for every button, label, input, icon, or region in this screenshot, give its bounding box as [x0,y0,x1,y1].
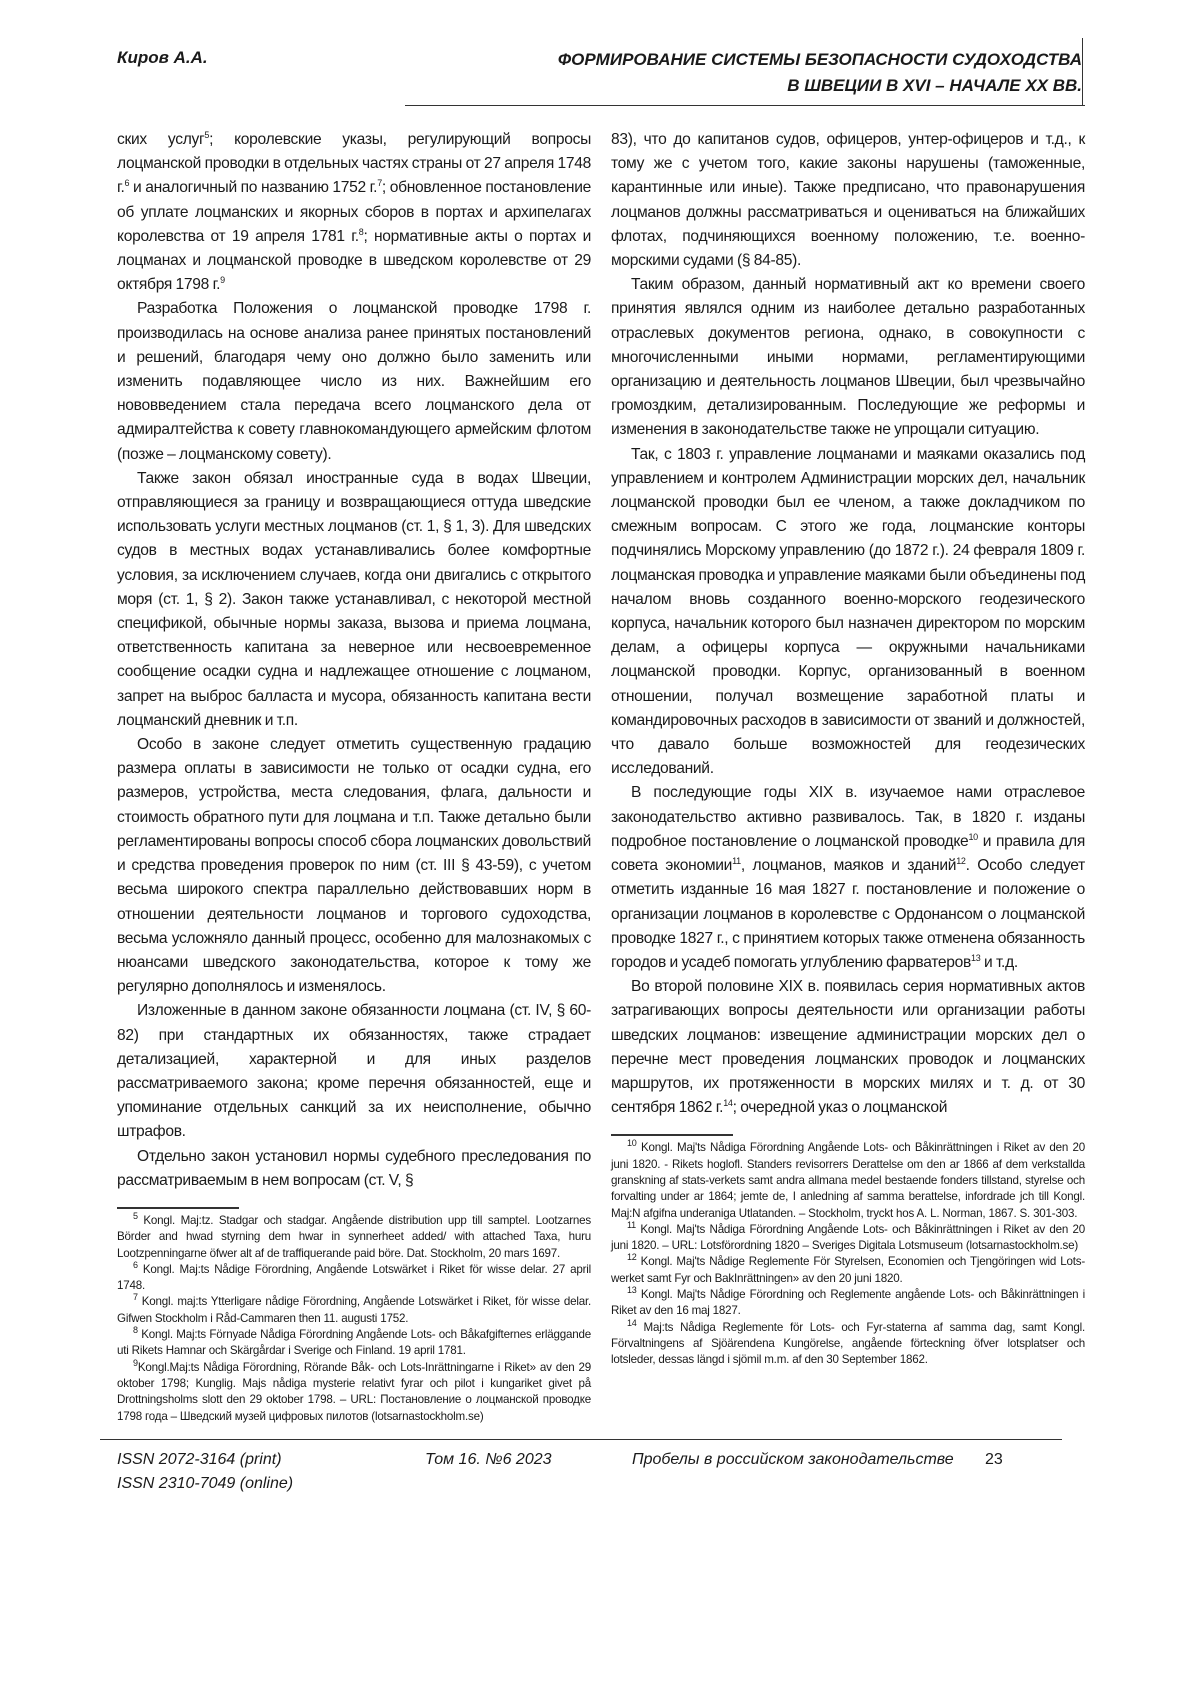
text-run: Также закон обязал иностранные суда в водах Швеции, отправляющиеся за границу и возвращающиеся оттуда шведские использовать услуги местных лоцманов (ст. 1, § 1, 3). Для шведских судов в местных водах устанавливались более комфортные условия, за исключением случаев, когда они двигались с открытого моря (ст. 1, § 2). Закон также устанавливал, с некоторой местной спецификой, обычные нормы заказа, вызова и приема лоцмана, ответственность капитана за неверное или несвоевременное сообщение осадки судна и надлежащее отношение с лоцманом, запрет на выброс балласта и мусора, обязанность капитана вести лоцманский дневник и т.п. [117,469,591,729]
issn-online: ISSN 2310-7049 (online) [117,1474,294,1492]
header-rule [405,105,1085,106]
paragraph [611,128,1085,273]
footnote [611,1254,1085,1287]
footnote-ref: 11 [732,855,741,866]
text-run: Изложенные в данном законе обязанности лоцмана (ст. IV, § 60-82) при стандартных их обязанностях, также страдает детализацией, характерной и для иных разделов рассматриваемого закона; кроме перечня обязанностей, еще и упоминание отдельных санкций за их неисполнение, обычно штрафов. [117,1002,591,1141]
two-column-layout [117,128,1085,1425]
text-run: Разработка Положения о лоцманской проводке 1798 г. производилась на основе анализа ранее принятых постановлений и решений, благодаря чему оно должно было заменить или изменить подавляющее число из них. Важнейшим его нововведением стала передача всего лоцманского дела от адмиралтейства к совету главнокомандующего армейским флотом (позже – лоцманскому совету). [117,300,591,463]
text-run: Отдельно закон установил нормы судебного преследования по рассматриваемым в нем вопросам (ст. V, § [117,1147,591,1189]
text-run: , лоцманов, маяков и зданий [740,857,957,875]
footnotes-right [611,1140,1085,1368]
footnote-ref: 5 [133,1211,138,1222]
paragraph [117,297,591,466]
page-footer [100,1439,1062,1496]
text-run: ; обновленное постановление об уплате лоцманских и якорных сборов в портах и архипелагах королевства от 19 апреля 1781 г. [117,179,591,245]
text-run: Kongl. Maj'ts Nådige Reglemente För Styrelsen, Economien och Tjengöringen wid Lots-werket samt Fyr och BakInrättningen» av den 20 juni 1820. [611,1255,1085,1285]
footnote-ref: 14 [723,1097,733,1108]
footnote-ref: 13 [971,952,981,963]
page-number: 23 [985,1450,1003,1468]
footnote-separator [611,1134,733,1136]
text-run: ; королевские указы, регулирующий вопросы лоцманской проводки в отдельных частях страны от 27 апреля 1748 г. [117,131,591,197]
text-run: Kongl. Maj:ts Förnyade Nådiga Förordning Angående Lots- och Båkafgifternes erläggande uti Rikets Hamnar och Skärgårdar i Sverige och Finland. 19 april 1781. [117,1328,591,1358]
text-run: Maj:ts Nådiga Reglemente för Lots- och Fyr-staterna af samma dag, samt Kongl. Förvaltningens af Sjöärendena Kungörelse, angående förteckning öfver lotsplatser och lotsleder, dessas längd i sjömil m.m. af den 30 September 1862. [611,1320,1085,1367]
running-title-line: В ШВЕЦИИ В XVI – НАЧАЛЕ XX ВВ. [787,76,1082,95]
text-run: Особо в законе следует отметить существенную градацию размера оплаты в зависимости не только от осадки судна, его размеров, устройства, места следования, флага, дальности и стоимость обратного пути для лоцмана и т.п. Также детально были регламентированы вопросы способ сбора лоцманских довольствий и средства проведения проверок по ним (ст. III § 43-59), с учетом весьма широкого спектра параллельно действовавших норм в отношении деятельности лоцманов и торгового судоходства, весьма усложняло данный процесс, особенно для малознакомых с нюансами шведского законодательства, которое к тому же регулярно дополнялось и изменялось. [117,736,591,996]
left-column-wrap [117,128,591,1425]
footnote-ref: 9 [133,1357,138,1368]
text-run: и аналогичный по названию 1752 г. [129,179,378,197]
footnote-ref: 7 [133,1292,138,1303]
footnote [117,1357,591,1425]
footnote [611,1317,1085,1369]
paragraph [117,999,591,1144]
text-run: Kongl. Maj:tz. Stadgar och stadgar. Angående distribution upp till samptel. Lootzarnes Börder and hwad styrning dem hwar in synnerheet added/ with attached Taxa, huru Lootzpenningarne öfwer alt af de traffiquerande paid böre. Dat. Stockholm, 20 mars 1697. [117,1213,591,1260]
text-run: Kongl.Maj:ts Nådiga Förordning, Rörande Båk- och Lots-Inrättningarne i Riket» av den 29 oktober 1798; Kunglig. Majs nådiga mysterie relativt fyrar och pilot i kungariket givet på Drottningsholms slott den 29 oktober 1798. – URL: Постановление о лоцманской проводке 1798 года – Шведский музей цифровых пилотов (lotsarnastockholm.se) [117,1360,591,1423]
text-run: . Особо следует отметить изданные 16 мая 1827 г. постановление и положение о организации лоцманов в королевстве с Ордонансом о лоцманской проводке 1827 г., с принятием которых также отменена обязанность городов и усадеб помогать углублению фарватеров [611,857,1085,971]
journal-name: Пробелы в российском законодательстве [632,1450,954,1468]
text-run: Kongl. Maj:ts Nådige Förordning, Angående Lotswärket i Riket för wisse delar. 27 april 1748. [117,1262,591,1293]
text-run: 83), что до капитанов судов, офицеров, унтер-офицеров и т.д., к тому же с учетом того, какие законы нарушены (таможенные, карантинные или иные). Также предписано, что правонарушения лоцманов должны рассматриваться и оцениваться на ближайших флотах, подчиняющихся военному положению, т.е. военно-морскими судами (§ 84-85). [611,131,1085,270]
paragraph [611,975,1085,1120]
running-title-line: ФОРМИРОВАНИЕ СИСТЕМЫ БЕЗОПАСНОСТИ СУДОХОДСТВА [557,50,1082,69]
paragraph [611,781,1085,975]
footnote [117,1294,591,1327]
footnote [611,1219,1085,1255]
footnote-ref: 14 [627,1317,637,1328]
text-run: ских услуг [117,131,205,148]
footnote-ref: 9 [220,275,225,286]
text-run: Kongl. Maj'ts Nådiga Förordning Angående Lots- och Båkinrättningen i Riket av den 20 juni 1820. – URL: Lotsförordning 1820 – Sveriges Digitala Lotsmuseum (lotsarnastockholm.se) [611,1222,1085,1253]
footnote-ref: 6 [133,1259,138,1270]
left-column [117,128,591,1193]
paragraph [117,467,591,733]
text-run: В последующие годы XIX в. изучаемое нами отраслевое законодательство активно развивалось. Так, в 1820 г. изданы подробное постановление о лоцманской проводке [611,784,1085,850]
paragraph [117,733,591,999]
right-column-wrap [611,128,1085,1368]
header-vertical-rule [1082,38,1083,106]
text-run: и т.д. [980,953,1018,971]
right-column [611,128,1085,1120]
footnote-ref: 8 [133,1325,138,1336]
volume-issue: Том 16. №6 2023 [425,1450,552,1468]
footnote-ref: 12 [627,1252,637,1263]
paragraph [117,1145,591,1193]
issn-print: ISSN 2072-3164 (print) [117,1450,282,1468]
text-run: Так, с 1803 г. управление лоцманами и маяками оказались под управлением и контролем Администрации морских дел, начальник лоцманской проводки был ее членом, а также докладчиком по смежным вопросам. С этого же года, лоцманские конторы подчинялись Морскому управлению (до 1872 г.). 24 февраля 1809 г. лоцманская проводка и управление маяками были объединены под началом вновь созданного военно-морского геодезического корпуса, начальник которого был назначен директором по морским делам, а офицеры корпуса — окружными начальниками лоцманской проводки. Корпус, организованный в военном отношении, получал возмещение заработной платы и командировочных расходов в зависимости от званий и должностей, что давало больше возможностей для геодезических исследований. [611,445,1085,778]
footnote-separator [117,1207,239,1209]
footnote-ref: 6 [124,178,130,189]
footnote-ref: 10 [968,831,978,842]
paragraph [117,128,591,297]
footnote-ref: 12 [956,855,966,866]
footnote-ref: 7 [377,178,382,189]
footnote [117,1327,591,1360]
footnote [117,1213,591,1262]
text-run: Kongl. maj:ts Ytterligare nådige Förordning, Angående Lotswärket i Riket, för wisse delar. Gifwen Stockholm i Råd-Cammaren then 11. augusti 1752. [117,1295,591,1325]
text-run: и правила для совета экономии [611,832,1085,875]
footnote [611,1287,1085,1320]
text-run: Во второй половине XIX в. появилась серия нормативных актов затрагивающих вопросы деятельности или организации работы шведских лоцманов: извещение администрации морских дел о перечне мест проведения лоцманских проводок и лоцманских маршрутов, их протяженности в морских милях и т. д. от 30 сентября 1862 г. [611,978,1085,1117]
text-run: Kongl. Maj'ts Nådige Förordning och Reglemente angående Lots- och Båkinrättningen i Riket av den 16 maj 1827. [611,1288,1085,1318]
footnote [117,1259,591,1295]
footnote-ref: 8 [358,226,364,237]
footnote [611,1140,1085,1221]
text-run: ; очередной указ о лоцманской [732,1099,948,1117]
running-title [558,47,1082,99]
footnote-ref: 13 [627,1285,637,1296]
paragraph [611,273,1085,442]
paragraph [611,443,1085,782]
footnotes-left [117,1213,591,1425]
text-run: Таким образом, данный нормативный акт ко времени своего принятия являлся одним из наиболее детально разработанных отраслевых документов региона, однако, в совокупности с многочисленными иными нормами, регламентирующими организацию и деятельность лоцманов Швеции, был чрезвычайно громоздким, детализированным. Последующие же реформы и изменения в законодательстве также не упрощали ситуацию. [611,276,1085,439]
text-run: ; нормативные акты о портах и лоцманах и лоцманской проводке в шведском королевстве от 29 октября 1798 г. [117,227,591,294]
text-run: Kongl. Maj'ts Nådiga Förordning Angående Lots- och Båkinrättningen i Riket av den 20 juni 1820. - Rikets hoglofl. Standers revisorrers Derattelse om den ar 1866 af dem verkstallda granskning af stats-verkets samt andra allmana medel bestaende fonders tillstand, styrelse och forvalting under ar 1864; jemte de, I anledning af samma berattelse, infordrade jch till Kongl. Maj:N afgifna underaniga Utlatanden. – Stockholm, tryckt hos A. L. Norman, 1867. S. 301-303. [611,1141,1085,1220]
footnote-ref: 10 [627,1138,637,1149]
author-name: Киров А.А. [117,48,208,67]
footnote-ref: 5 [204,129,210,140]
footnote-ref: 11 [627,1219,636,1230]
